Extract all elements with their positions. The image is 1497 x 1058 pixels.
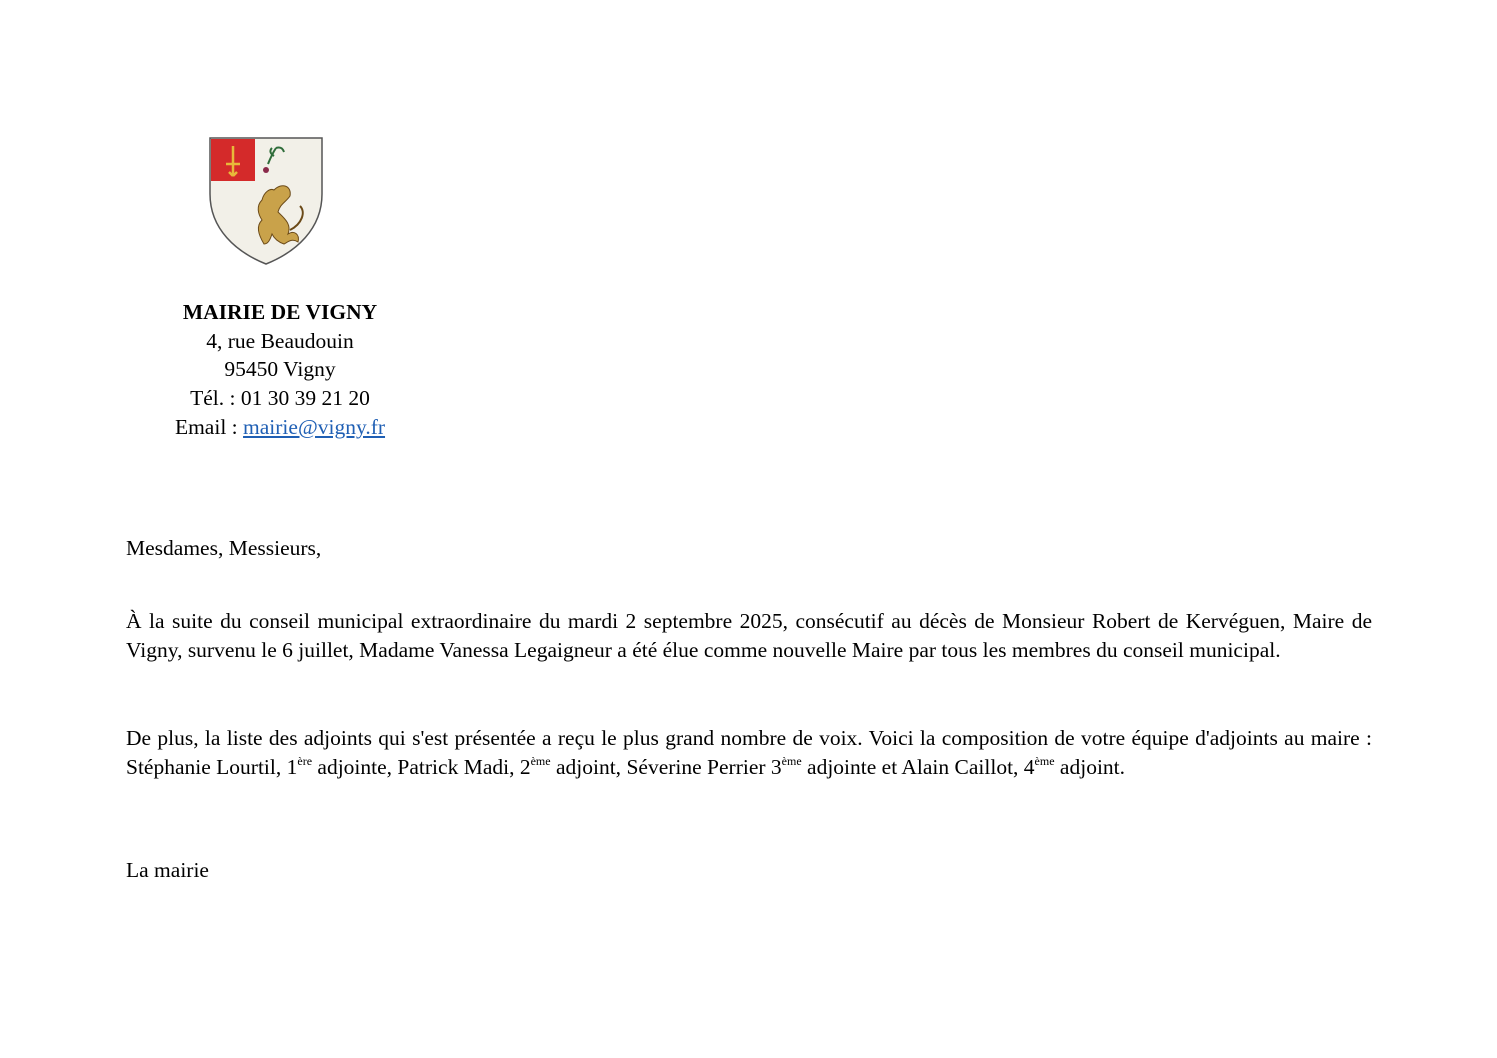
adjoint-1-role: adjointe, <box>312 755 398 779</box>
letter-closing: La mairie <box>126 858 209 882</box>
adjoint-4-role: adjoint. <box>1054 755 1126 779</box>
adjoint-3-name: Séverine Perrier 3 <box>626 755 782 779</box>
paragraph-2-intro: De plus, la liste des adjoints qui s'est présentée a reçu le plus grand nombre de voix. Voici la composition de votre équipe d'adjoints au maire : <box>126 726 1372 750</box>
adjoint-4-ordinal: ème <box>1034 754 1055 768</box>
adjoint-1-ordinal: ère <box>297 754 313 768</box>
adjoint-3-role: adjointe et <box>801 755 902 779</box>
adjoint-1-name: Stéphanie Lourtil, 1 <box>126 755 298 779</box>
adjoint-2-name: Patrick Madi, 2 <box>397 755 531 779</box>
adjoint-2-ordinal: ème <box>530 754 551 768</box>
email-link[interactable]: mairie@vigny.fr <box>243 414 386 439</box>
email-label: Email : <box>174 414 244 439</box>
letter-salutation: Mesdames, Messieurs, <box>126 536 322 560</box>
adjoint-3-ordinal: ème <box>781 754 802 768</box>
mairie-street: 4, rue Beaudouin <box>206 328 354 353</box>
letter-paragraph-1: À la suite du conseil municipal extraordinaire du mardi 2 septembre 2025, consécutif au décès de Monsieur Robert de Kervéguen, Maire de Vigny, survenu le 6 juillet, Madame Vanessa Legaigneur a été élue comme nouvelle Maire par tous les membres du conseil municipal. <box>126 609 1372 662</box>
mairie-email-line <box>130 413 430 442</box>
letter-paragraph-2 <box>126 724 1372 782</box>
mairie-header <box>130 298 430 442</box>
coat-of-arms-icon <box>206 134 326 268</box>
adjoint-4-name: Alain Caillot, 4 <box>901 755 1035 779</box>
mairie-name: MAIRIE DE VIGNY <box>182 300 378 324</box>
mairie-city: 95450 Vigny <box>224 357 336 382</box>
mairie-phone: Tél. : 01 30 39 21 20 <box>190 386 370 411</box>
adjoint-2-role: adjoint, <box>550 755 627 779</box>
